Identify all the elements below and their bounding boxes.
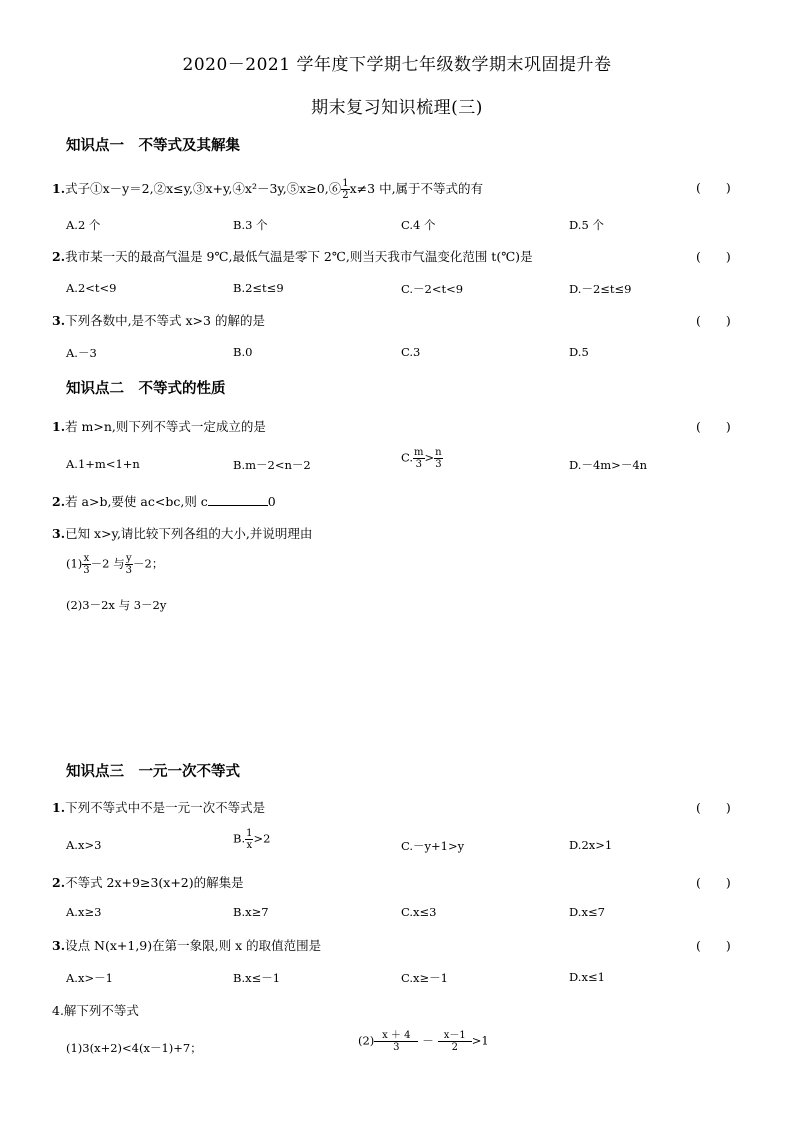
- question-text: 下列各数中,是不等式 x>3 的解的是: [65, 313, 265, 328]
- question-text: 若 m>n,则下列不等式一定成立的是: [65, 419, 266, 434]
- question-number: 1.: [52, 419, 66, 434]
- expression-text: >1: [471, 1033, 489, 1048]
- option-b: [233, 828, 270, 851]
- option-label: C.: [401, 450, 414, 465]
- section-heading-3: 知识点三 一元一次不等式: [66, 764, 240, 780]
- expression-text: －2；: [133, 556, 164, 571]
- fraction: [434, 447, 442, 470]
- fraction-numerator: y: [126, 553, 132, 564]
- fraction-numerator: n: [435, 447, 442, 458]
- section-heading-2: 知识点二 不等式的性质: [66, 381, 226, 397]
- subquestion-2: (2)3－2x 与 3－2y: [66, 598, 167, 612]
- option-d: D.x≤1: [569, 970, 605, 984]
- answer-paren: ( ): [696, 800, 731, 815]
- fraction: [438, 1030, 472, 1053]
- option-c: [401, 447, 443, 470]
- question-number: 2.: [52, 249, 66, 264]
- question-s3-q3: [52, 936, 321, 954]
- subquestion-1: [66, 553, 163, 576]
- option-a: A.－3: [66, 346, 97, 360]
- fraction-denominator: 3: [393, 1042, 400, 1053]
- option-c: C.4 个: [401, 218, 436, 232]
- section-heading-1: 知识点一 不等式及其解集: [66, 138, 240, 154]
- fraction: [374, 1030, 418, 1053]
- option-a: A.x>3: [66, 838, 102, 852]
- fraction-numerator: 1: [342, 178, 349, 189]
- question-s3-q2: [52, 873, 244, 891]
- fraction-numerator: m: [414, 447, 424, 458]
- question-s1-q2: [52, 247, 533, 265]
- question-number: 1.: [52, 181, 66, 196]
- question-text: 不等式 2x+9≥3(x+2)的解集是: [65, 875, 244, 890]
- question-text: 下列不等式中不是一元一次不等式是: [65, 800, 266, 815]
- option-d: D.x≤7: [569, 905, 605, 919]
- option-c: C.－2<t<9: [401, 282, 464, 296]
- subquestion-2: [358, 1030, 489, 1053]
- operator: －: [422, 1033, 434, 1048]
- option-a: A.2 个: [66, 218, 101, 232]
- option-label: B.: [233, 831, 246, 846]
- question-number: 2.: [52, 875, 66, 890]
- fraction-numerator: 1: [246, 828, 253, 839]
- option-b: B.m－2<n－2: [233, 458, 311, 472]
- fraction: [413, 447, 424, 470]
- question-text: 我市某一天的最高气温是 9℃,最低气温是零下 2℃,则当天我市气温变化范围 t(℃)是: [65, 249, 533, 264]
- question-text: 设点 N(x+1,9)在第一象限,则 x 的取值范围是: [65, 938, 322, 953]
- question-s1-q3: [52, 311, 265, 329]
- question-text: 已知 x>y,请比较下列各组的大小,并说明理由: [65, 526, 313, 541]
- question-number: 2.: [52, 494, 66, 509]
- fraction-denominator: 2: [342, 190, 349, 201]
- fraction: [341, 178, 349, 201]
- option-b: B.0: [233, 345, 253, 359]
- expression-text: >2: [253, 831, 271, 846]
- question-s3-q4: 4.解下列不等式: [52, 1003, 139, 1018]
- fraction-numerator: x－1: [438, 1030, 472, 1042]
- page-subtitle: 期末复习知识梳理(三): [311, 98, 483, 118]
- fraction-denominator: x: [246, 840, 253, 851]
- option-c: C.x≤3: [401, 905, 437, 919]
- answer-paren: ( ): [696, 875, 731, 890]
- expression-text: －2 与: [90, 556, 125, 571]
- option-a: A.2<t<9: [66, 281, 117, 295]
- option-c: C.3: [401, 345, 421, 359]
- option-a: A.1+m<1+n: [66, 457, 140, 471]
- question-s2-q3: [52, 524, 312, 542]
- operator: >: [424, 450, 435, 465]
- question-text: 式子①x－y＝2,②x≤y,③x+y,④x²－3y,⑤x≥0,⑥: [65, 181, 342, 196]
- fraction-denominator: 3: [415, 459, 422, 470]
- question-s2-q1: [52, 417, 266, 435]
- question-number: 3.: [52, 313, 66, 328]
- option-a: A.x≥3: [66, 905, 102, 919]
- fraction: [125, 553, 133, 576]
- question-s3-q1: [52, 798, 265, 816]
- question-text: 若 a>b,要使 ac<bc,则 c: [65, 494, 208, 509]
- fraction-denominator: 3: [83, 565, 90, 576]
- fraction-denominator: 3: [125, 565, 133, 576]
- answer-paren: ( ): [696, 249, 731, 264]
- page-title: 2020－2021 学年度下学期七年级数学期末巩固提升卷: [182, 55, 612, 75]
- question-s2-q2: [52, 492, 276, 510]
- question-text-tail: x≠3 中,属于不等式的有: [349, 181, 484, 196]
- option-a: A.x>－1: [66, 971, 113, 985]
- option-d: D.5 个: [569, 218, 604, 232]
- answer-paren: ( ): [696, 313, 731, 328]
- fraction: [82, 553, 90, 576]
- option-c: C.x≥－1: [401, 971, 448, 985]
- option-d: D.5: [569, 345, 589, 359]
- question-number: 3.: [52, 938, 66, 953]
- question-text-tail: 0: [267, 494, 276, 509]
- answer-paren: ( ): [696, 419, 731, 434]
- fill-blank[interactable]: [208, 494, 268, 506]
- option-d: D.－4m>－4n: [569, 458, 648, 472]
- option-b: B.3 个: [233, 218, 268, 232]
- option-b: B.2≤t≤9: [233, 281, 284, 295]
- option-b: B.x≥7: [233, 905, 269, 919]
- fraction-denominator: 2: [451, 1042, 458, 1053]
- subquestion-label: (2): [358, 1033, 375, 1048]
- option-c: C.－y+1>y: [401, 839, 465, 853]
- option-b: B.x≤－1: [233, 971, 281, 985]
- question-number: 3.: [52, 526, 66, 541]
- fraction-numerator: x ＋ 4: [374, 1030, 418, 1042]
- fraction-numerator: x: [83, 553, 90, 564]
- answer-paren: ( ): [696, 938, 731, 953]
- subquestion-1: (1)3(x+2)<4(x－1)+7；: [66, 1041, 202, 1055]
- question-number: 1.: [52, 800, 66, 815]
- option-d: D.－2≤t≤9: [569, 282, 632, 296]
- subquestion-label: (1): [66, 556, 83, 571]
- answer-paren: ( ): [696, 180, 731, 195]
- question-s1-q1: [52, 178, 483, 201]
- fraction-denominator: 3: [435, 459, 442, 470]
- option-d: D.2x>1: [569, 838, 613, 852]
